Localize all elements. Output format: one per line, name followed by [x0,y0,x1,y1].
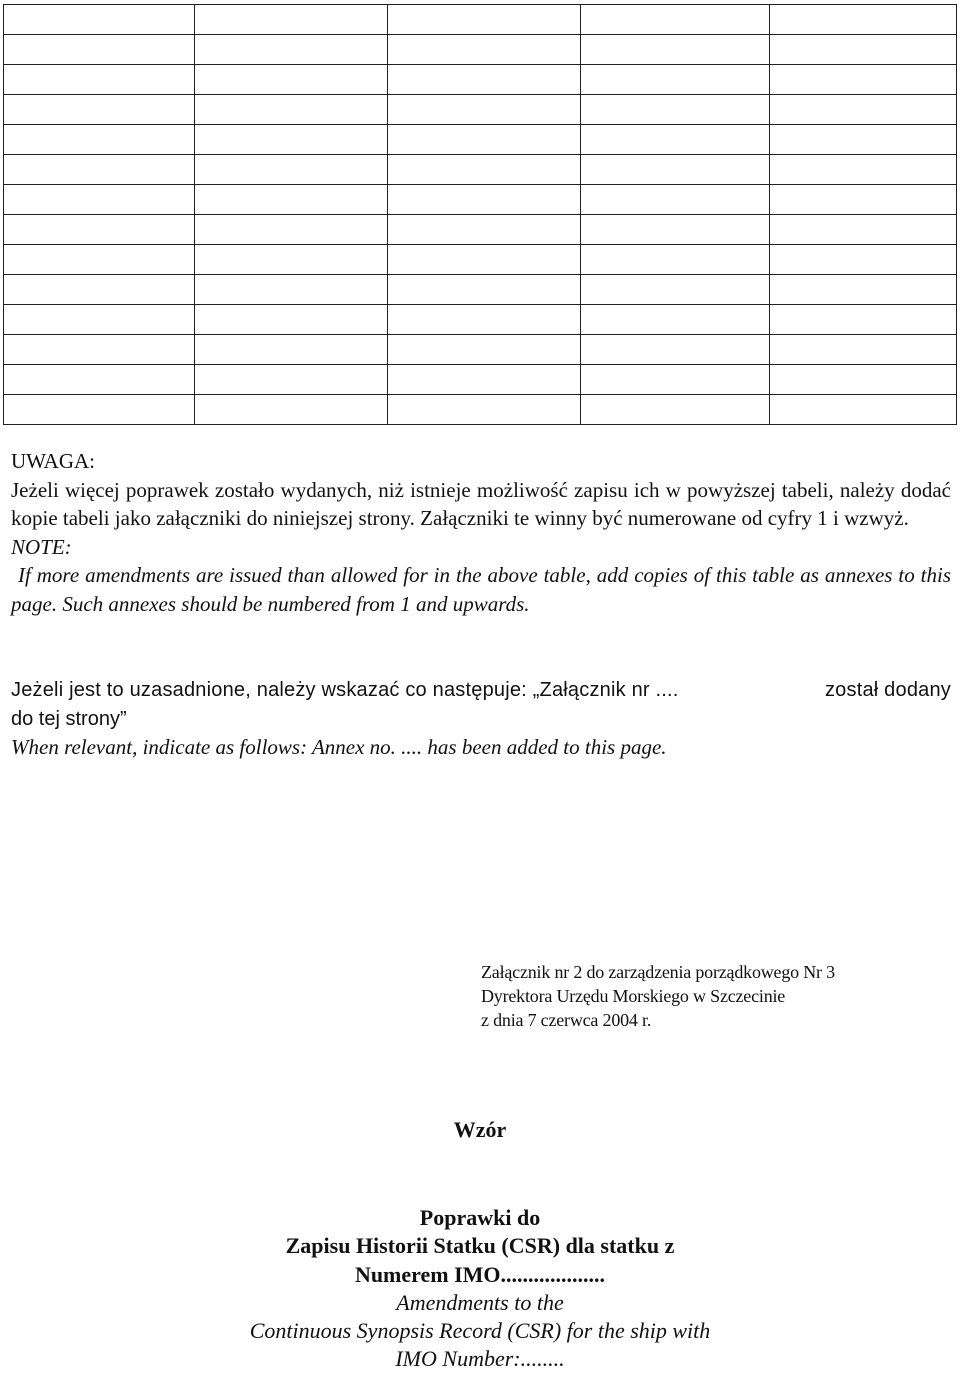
table-cell [581,245,770,275]
table-cell [4,305,195,335]
table-cell [770,245,957,275]
table-cell [581,215,770,245]
table-cell [581,65,770,95]
table-cell [770,365,957,395]
table-row [4,335,957,365]
table-cell [770,35,957,65]
title-pl-line3: Numerem IMO................... [354,1261,606,1287]
table-cell [195,395,388,425]
note-block [11,447,951,618]
table-row [4,95,957,125]
annex-ref-pl-c: do tej strony” [11,707,127,730]
table-cell [581,95,770,125]
attachment-line2: Dyrektora Urzędu Morskiego w Szczecinie [481,986,786,1006]
table-row [4,365,957,395]
table-row [4,5,957,35]
table-cell [4,35,195,65]
note-pl-heading: UWAGA: [11,449,95,473]
table-cell [770,215,957,245]
table-cell [195,125,388,155]
attachment-line1: Załącznik nr 2 do zarządzenia porządkowego Nr 3 [481,962,835,982]
table-cell [4,365,195,395]
table-row [4,245,957,275]
table-cell [388,305,581,335]
table-cell [195,95,388,125]
table-cell [581,275,770,305]
table-cell [4,5,195,35]
table-cell [770,395,957,425]
table-cell [388,395,581,425]
table-cell [770,5,957,35]
table-cell [770,95,957,125]
table-cell [770,335,957,365]
table-row [4,275,957,305]
table-cell [388,95,581,125]
table-cell [4,125,195,155]
table-cell [4,215,195,245]
wzor-heading: Wzór [453,1117,507,1142]
table-cell [195,5,388,35]
table-cell [4,245,195,275]
table-cell [195,35,388,65]
table-cell [581,365,770,395]
table-cell [581,335,770,365]
table-cell [770,185,957,215]
table-row [4,395,957,425]
table-cell [195,245,388,275]
title-pl-line2: Zapisu Historii Statku (CSR) dla statku z [285,1233,675,1259]
title-en-line1: Amendments to the [396,1289,564,1315]
table-cell [195,305,388,335]
table-cell [770,305,957,335]
table-cell [388,125,581,155]
table-cell [388,65,581,95]
table-cell [195,155,388,185]
table-cell [581,125,770,155]
table-cell [581,5,770,35]
table-cell [770,275,957,305]
table-cell [770,155,957,185]
attachment-header [481,960,921,1032]
annex-ref-pl-a: Jeżeli jest to uzasadnione, należy wskazać co następuje: „Załącznik nr .... [11,679,679,701]
table-cell [388,335,581,365]
attachment-line3: z dnia 7 czerwca 2004 r. [481,1010,652,1030]
annex-ref-pl-b: został dodany [824,679,951,701]
note-en-text: If more amendments are issued than allowed for in the above table, add copies of this table as annexes to this page. Such annexes should be numbered from 1 and upwards. [11,563,951,616]
table-cell [388,35,581,65]
amendments-table-body [4,5,957,425]
table-cell [195,185,388,215]
table-cell [195,65,388,95]
table-row [4,65,957,95]
table-cell [581,35,770,65]
table-cell [195,365,388,395]
table-row [4,215,957,245]
table-cell [581,395,770,425]
table-cell [195,335,388,365]
table-cell [4,155,195,185]
table-cell [581,185,770,215]
table-cell [388,215,581,245]
table-cell [4,395,195,425]
table-row [4,125,957,155]
annex-reference [11,676,951,762]
table-cell [4,275,195,305]
table-cell [388,275,581,305]
table-row [4,185,957,215]
annex-ref-en: When relevant, indicate as follows: Annex no. .... has been added to this page. [11,735,667,759]
amendments-table [3,4,957,425]
table-cell [388,245,581,275]
table-cell [581,305,770,335]
table-row [4,155,957,185]
table-cell [4,185,195,215]
note-pl-text: Jeżeli więcej poprawek zostało wydanych, niż istnieje możliwość zapisu ich w powyższej tabeli, należy dodać kopie tabeli jako załączniki do niniejszej strony. Załączniki te winny być numerowane od cyfry 1 i wzwyż. [11,477,951,530]
table-cell [4,65,195,95]
document-title [0,1204,960,1374]
table-cell [195,215,388,245]
table-cell [770,125,957,155]
table-cell [581,155,770,185]
title-pl-line1: Poprawki do [419,1205,541,1230]
table-cell [4,95,195,125]
title-en-line3: IMO Number:........ [395,1346,565,1372]
table-cell [388,365,581,395]
table-cell [388,185,581,215]
table-cell [195,275,388,305]
table-cell [770,65,957,95]
table-row [4,305,957,335]
note-en-heading: NOTE: [11,534,72,559]
table-cell [388,5,581,35]
annex-ref-pl-line1 [11,676,951,705]
title-en-line2: Continuous Synopsis Record (CSR) for the ship with [249,1318,711,1344]
table-row [4,35,957,65]
table-cell [388,155,581,185]
table-cell [4,335,195,365]
